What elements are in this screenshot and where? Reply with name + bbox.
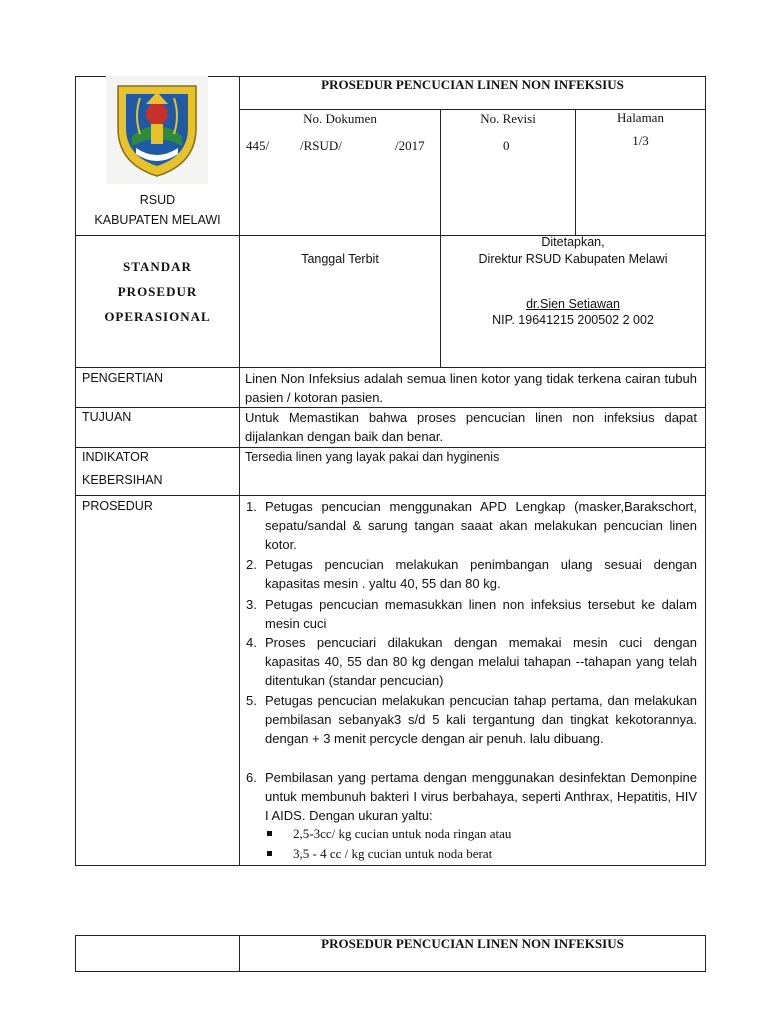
step-number: 2. xyxy=(246,557,257,572)
document-title: PROSEDUR PENCUCIAN LINEN NON INFEKSIUS xyxy=(321,77,624,92)
bullet-icon xyxy=(267,831,272,836)
issued-date-label: Tanggal Terbit xyxy=(301,252,379,266)
sop-label-line1: STANDAR xyxy=(123,259,192,274)
indikator-text: Tersedia linen yang layak pakai dan hyginenis xyxy=(245,450,500,464)
org-name-line1: RSUD xyxy=(139,193,176,207)
step-number: 4. xyxy=(246,635,257,650)
step-number: 3. xyxy=(246,597,257,612)
sop-label-line3: OPERASIONAL xyxy=(104,309,211,324)
step-number: 5. xyxy=(246,693,257,708)
set-by-line1: Ditetapkan, xyxy=(541,235,605,249)
page-label: Halaman xyxy=(617,110,664,125)
step-number: 6. xyxy=(246,770,257,785)
next-page-title: PROSEDUR PENCUCIAN LINEN NON INFEKSIUS xyxy=(321,936,624,951)
doc-number-part-a: 445/ xyxy=(246,138,270,153)
pengertian-label: PENGERTIAN xyxy=(82,371,164,385)
signer-name: dr.Sien Setiawan xyxy=(526,297,620,311)
indikator-label-line1: INDIKATOR xyxy=(82,450,149,464)
bullet-item: 3,5 - 4 cc / kg cucian untuk noda berat xyxy=(293,846,493,861)
step-text: Petugas pencucian menggunakan APD Lengkap (masker,Barakschort, sepatu/sandal & sarung tangan saaat akan melakukan pencucian linen kotor. xyxy=(265,499,697,552)
bullet-item: 2,5-3cc/ kg cucian untuk noda ringan atau xyxy=(293,826,512,841)
set-by-line2: Direktur RSUD Kabupaten Melawi xyxy=(478,252,668,266)
doc-number-part-b: /RSUD/ xyxy=(300,138,342,153)
prosedur-label: PROSEDUR xyxy=(82,499,153,513)
bullet-icon xyxy=(267,851,272,856)
step-text: Petugas pencucian memasukkan linen non infeksius tersebut ke dalam mesin cuci xyxy=(265,597,697,631)
sop-label-line2: PROSEDUR xyxy=(117,284,198,299)
signer-nip: NIP. 19641215 200502 2 002 xyxy=(492,313,654,327)
doc-number-label: No. Dokumen xyxy=(303,111,377,126)
step-number: 1. xyxy=(246,499,257,514)
revision-label: No. Revisi xyxy=(480,111,536,126)
step-text: Petugas pencucian melakukan penimbangan ulang sesuai dengan kapasitas mesin . yaltu 40, 55 dan 80 kg. xyxy=(265,557,697,591)
step-text: Pembilasan yang pertama dengan menggunakan desinfektan Demonpine untuk membunuh bakteri I virus berbahaya, seperti Anthrax, Hepatitis, HIV I AIDS. Dengan ukuran yaltu: xyxy=(265,770,697,823)
logo-emblem xyxy=(106,76,208,184)
tujuan-text: Untuk Memastikan bahwa proses pencucian linen non infeksius dapat dijalankan dengan baik dan benar. xyxy=(245,410,697,444)
step-text: Petugas pencucian melakukan pencucian tahap pertama, dan melakukan pembilasan sebanyak3 s/d 5 kali tergantung dan tingkat kekotorannya. dengan + 3 menit percycle dengan air penuh. lalu dibuang. xyxy=(265,693,697,746)
pengertian-text: Linen Non Infeksius adalah semua linen kotor yang tidak terkena cairan tubuh pasien / kotoran pasien. xyxy=(245,371,697,405)
doc-number-part-c: /2017 xyxy=(395,138,425,153)
revision-value: 0 xyxy=(503,138,510,153)
org-name-line2: KABUPATEN MELAWI xyxy=(94,213,221,227)
page-value: 1/3 xyxy=(632,133,649,148)
indikator-label-line2: KEBERSIHAN xyxy=(82,473,163,487)
step-text: Proses pencuciari dilakukan dengan memakai mesin cuci dengan kapasitas 40, 55 dan 80 kg dengan melalui tahapan --tahapan yang telah ditentukan (standar pencucian) xyxy=(265,635,697,688)
tujuan-label: TUJUAN xyxy=(82,410,132,424)
